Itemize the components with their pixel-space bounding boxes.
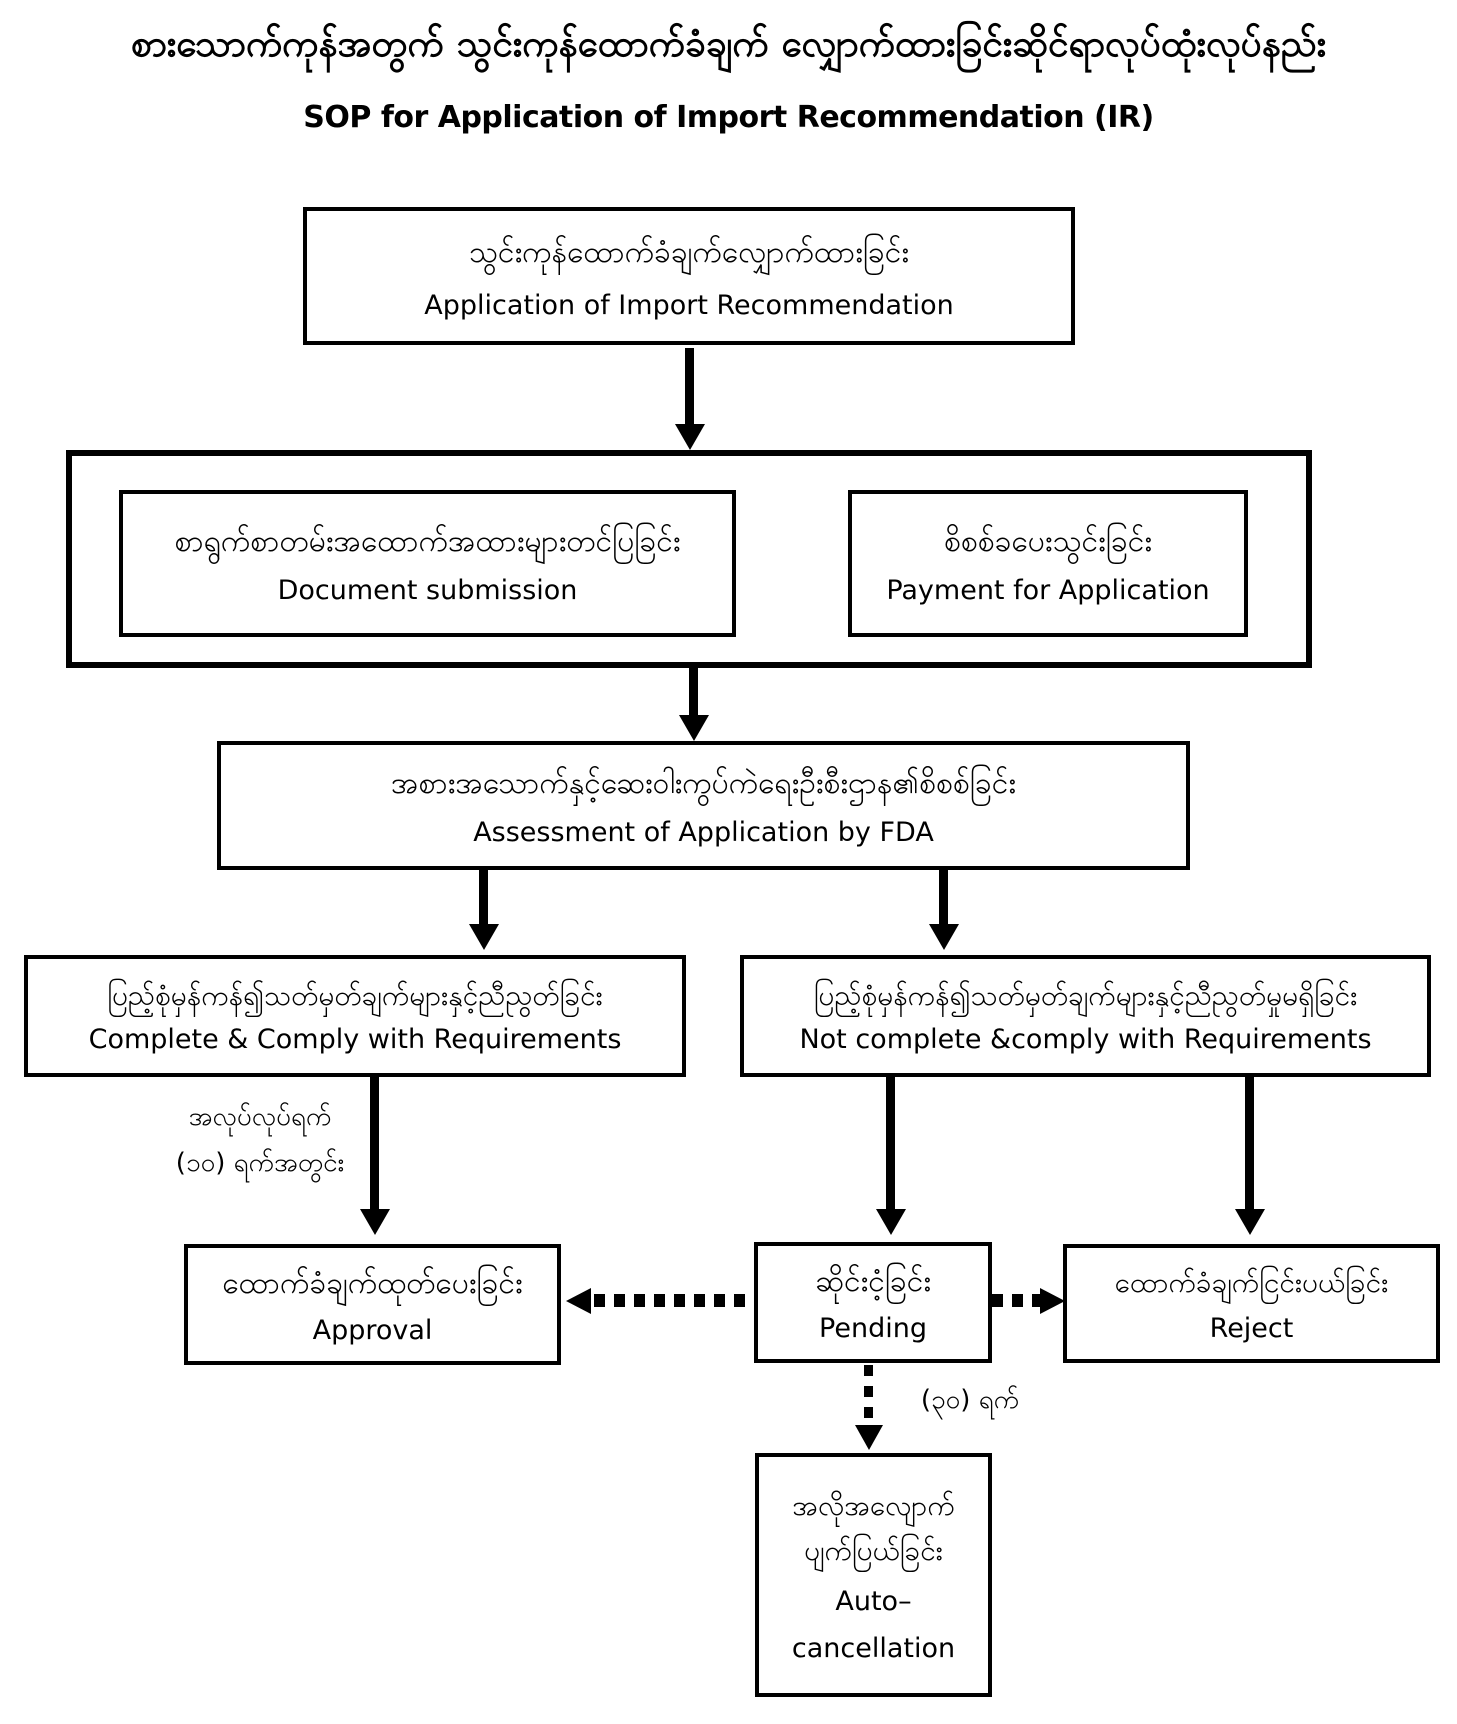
node-payment-burmese: စိစစ်ခပေးသွင်းခြင်း [944, 524, 1152, 560]
page-title-burmese: စားသောက်ကုန်အတွက် သွင်းကုန်ထောက်ခံချက် လျှောက်ထားခြင်းဆိုင်ရာလုပ်ထုံးလုပ်နည်း [130, 22, 1327, 65]
edge-label-ten-days-line: (၁၀) ရက်အတွင်း [175, 1147, 345, 1178]
node-approval [184, 1244, 561, 1365]
node-assessment-english: Assessment of Application by FDA [473, 817, 934, 849]
node-application [303, 207, 1075, 345]
node-complete-burmese: ပြည့်စုံမှန်ကန်၍သတ်မှတ်ချက်များနှင့်ညီညွတ်ခြင်း [107, 979, 603, 1013]
group-submission-payment [66, 450, 1312, 668]
node-pending-burmese: ဆိုင်းငံ့ခြင်း [814, 1264, 932, 1300]
node-payment-english: Payment for Application [886, 575, 1210, 607]
node-not-complete-burmese: ပြည့်စုံမှန်ကန်၍သတ်မှတ်ချက်များနှင့်ညီညွတ်မှုမရှိခြင်း [813, 979, 1358, 1013]
edge-application-group-arrow [685, 348, 694, 424]
node-auto-cancellation-burmese-line1: အလိုအလျောက် [792, 1488, 955, 1522]
edge-assessment-complete-arrow [479, 870, 488, 924]
node-pending [754, 1242, 992, 1363]
edge-pending-reject-dotted-line [992, 1294, 1041, 1307]
node-reject-english: Reject [1209, 1312, 1294, 1344]
node-approval-english: Approval [312, 1315, 433, 1347]
node-not-complete-english: Not complete &comply with Requirements [799, 1024, 1372, 1056]
edge-group-assessment-arrow [689, 668, 698, 715]
node-approval-burmese: ထောက်ခံချက်ထုတ်ပေးခြင်း [222, 1266, 523, 1302]
edge-notcomplete-reject-arrow [1245, 1077, 1254, 1209]
node-auto-cancellation-burmese-line2: ပျက်ပြယ်ခြင်း [804, 1533, 943, 1567]
node-auto-cancellation [755, 1453, 992, 1697]
node-reject [1063, 1244, 1440, 1363]
node-complete-english: Complete & Comply with Requirements [88, 1024, 622, 1056]
edge-complete-approval-arrow [370, 1077, 379, 1209]
edge-pending-approval-arrowhead [566, 1288, 591, 1314]
edge-assessment-notcomplete-arrow [939, 870, 948, 924]
page-title-english: SOP for Application of Import Recommendation (IR) [303, 100, 1154, 135]
node-document-submission [119, 490, 736, 637]
node-reject-burmese: ထောက်ခံချက်ငြင်းပယ်ခြင်း [1114, 1265, 1389, 1299]
edge-pending-approval-dotted-line [594, 1294, 754, 1307]
edge-pending-reject-arrowhead [1040, 1288, 1065, 1314]
node-auto-cancellation-english-line1: Auto– [835, 1585, 912, 1617]
node-application-english: Application of Import Recommendation [424, 289, 954, 321]
node-assessment [217, 741, 1190, 870]
edge-label-working-days-line: အလုပ်လုပ်ရက် [188, 1102, 332, 1132]
node-auto-cancellation-english-line2: cancellation [791, 1632, 956, 1664]
edge-label-thirty-days: (၃၀) ရက် [920, 1385, 1020, 1415]
edge-pending-autocancel-arrow [864, 1365, 873, 1425]
node-application-burmese: သွင်းကုန်ထောက်ခံချက်လျှောက်ထားခြင်း [468, 234, 910, 270]
edge-notcomplete-pending-arrow [886, 1077, 895, 1209]
node-not-complete [740, 955, 1431, 1077]
node-payment [848, 490, 1248, 637]
node-pending-english: Pending [819, 1313, 927, 1345]
node-complete [24, 955, 686, 1077]
node-document-submission-burmese: စာရွက်စာတမ်းအထောက်အထားများတင်ပြခြင်း [174, 524, 681, 560]
node-document-submission-english: Document submission [277, 575, 578, 607]
node-assessment-burmese: အစားအသောက်နှင့်ဆေးဝါးကွပ်ကဲရေးဦးစီးဌာန၏စိစစ်ခြင်း [391, 766, 1016, 802]
edge-label-within-ten-days [150, 1095, 370, 1186]
